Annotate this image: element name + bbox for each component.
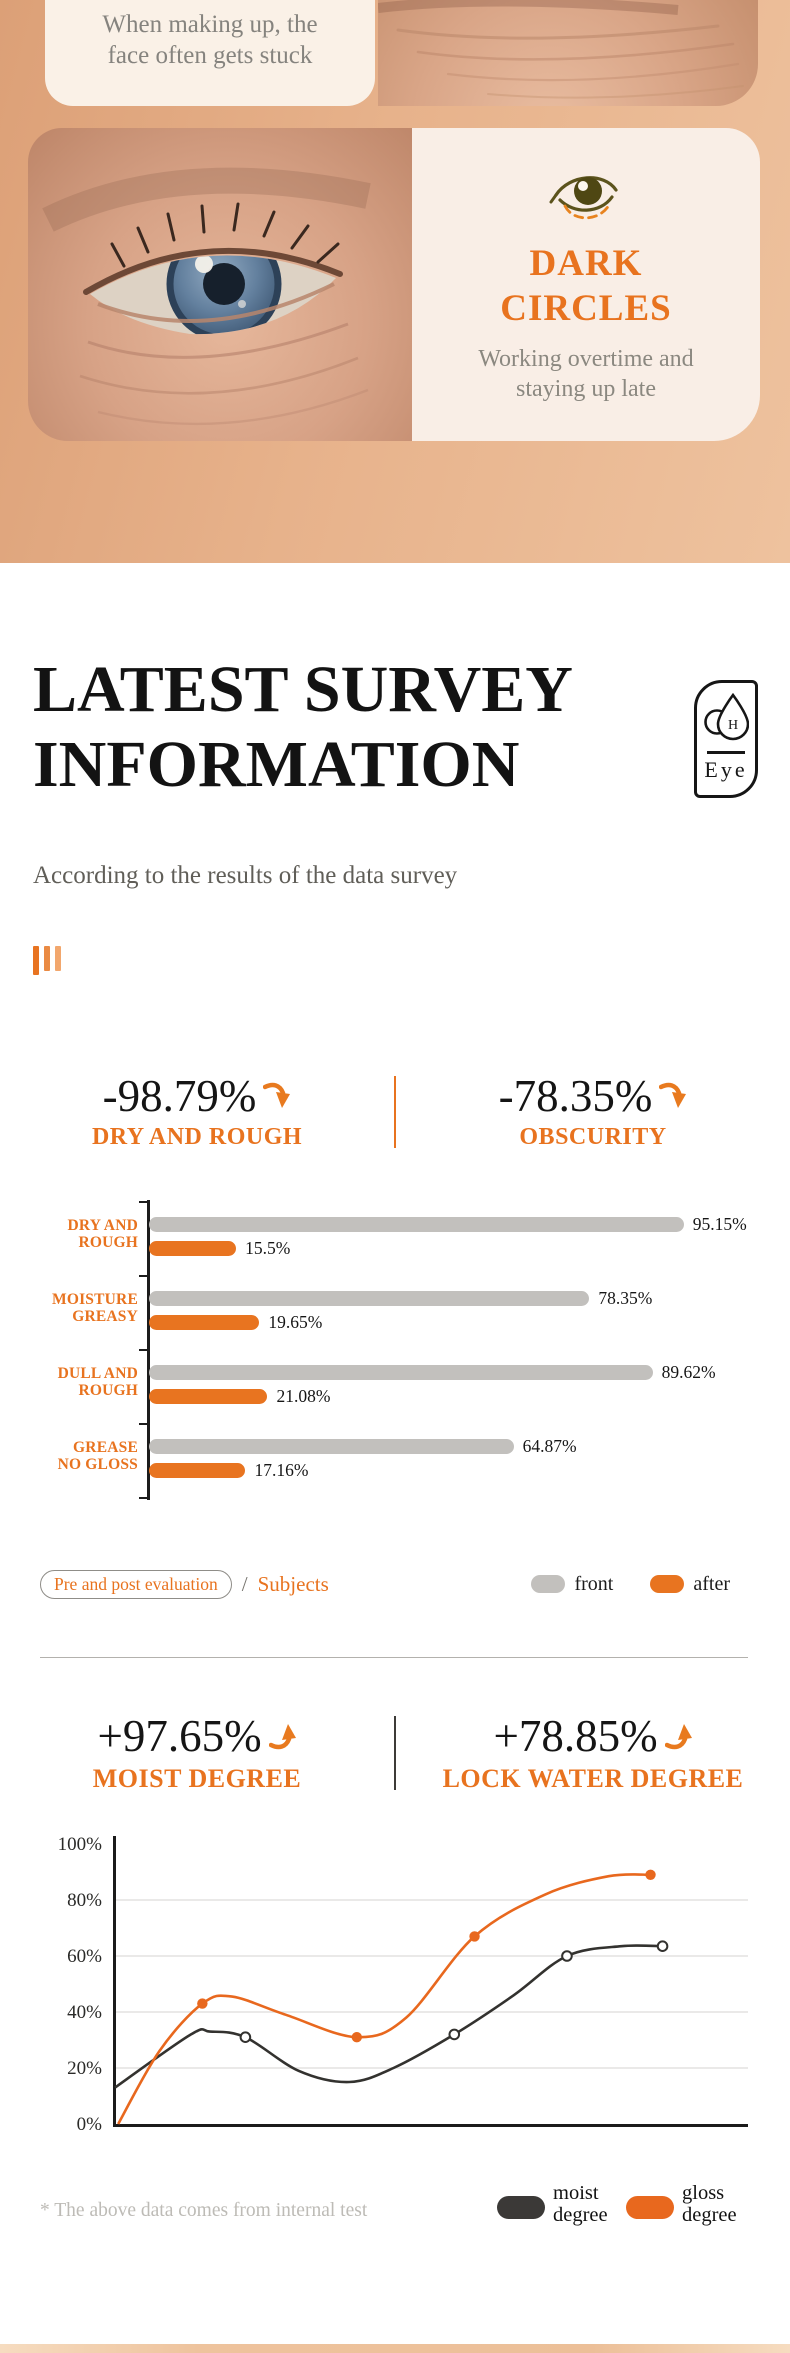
- bar-value: 89.62%: [661, 1362, 716, 1382]
- svg-text:20%: 20%: [67, 2058, 102, 2079]
- stat-value: +78.85%: [493, 1711, 658, 1761]
- dark-circles-subtitle-line1: Working overtime and: [478, 346, 694, 372]
- bar-front: [149, 1365, 653, 1380]
- tick-bar-2: [44, 946, 50, 971]
- section-heading-line2: INFORMATION: [33, 728, 520, 801]
- bar-after: [149, 1315, 259, 1330]
- moist-word2: degree: [553, 2203, 608, 2226]
- axis-tick: [139, 1497, 148, 1499]
- increase-stats-row: [0, 1712, 790, 1794]
- svg-text:H: H: [727, 718, 739, 733]
- line-chart-svg: [0, 1828, 790, 2153]
- tick-bar-1: [33, 946, 39, 975]
- bar-value: 78.35%: [598, 1288, 653, 1308]
- evaluation-pill: Pre and post evaluation: [40, 1570, 232, 1599]
- svg-text:0%: 0%: [76, 2114, 102, 2135]
- after-label: after: [693, 1572, 730, 1595]
- badge-label: Eye: [704, 756, 748, 782]
- bar-category-label: DULL AND ROUGH: [57, 1365, 138, 1399]
- svg-text:40%: 40%: [67, 2002, 102, 2023]
- stat-lock-water-degree: [396, 1712, 790, 1794]
- bar-after: [149, 1389, 267, 1404]
- dark-circles-subtitle: [412, 344, 760, 404]
- skin-wrinkle-photo: [378, 0, 758, 106]
- section-divider: [40, 1657, 748, 1658]
- arrow-down-icon: [659, 1081, 687, 1111]
- arrow-up-icon: [269, 1721, 297, 1751]
- stat-label: LOCK WATER DEGREE: [442, 1764, 744, 1793]
- bar-group: [0, 1214, 790, 1261]
- hero-caption-box: [45, 0, 375, 106]
- gloss-legend-label: [682, 2183, 737, 2226]
- moist-swatch: [497, 2196, 545, 2219]
- bar-value: 95.15%: [692, 1214, 747, 1234]
- bar-category-label: GREASE NO GLOSS: [57, 1439, 138, 1473]
- axis-tick: [139, 1349, 148, 1351]
- bar-category-label: DRY AND ROUGH: [67, 1217, 138, 1251]
- line-chart: [0, 1828, 790, 2153]
- gloss-swatch: [626, 2196, 674, 2219]
- stat-label: OBSCURITY: [519, 1124, 667, 1150]
- bar-after: [149, 1241, 236, 1256]
- bar-category-label: MOISTURE GREASY: [51, 1291, 138, 1325]
- bar-value: 19.65%: [268, 1312, 323, 1332]
- dark-circles-title-line2: CIRCLES: [500, 288, 672, 329]
- eye-badge: [694, 680, 758, 798]
- bar-value: 17.16%: [254, 1460, 309, 1480]
- badge-divider: [707, 751, 745, 754]
- bar-after: [149, 1463, 245, 1478]
- subjects-label: Subjects: [257, 1571, 329, 1596]
- decrease-stats-row: [0, 1072, 790, 1151]
- stat-moist-degree: [0, 1712, 394, 1794]
- svg-text:60%: 60%: [67, 1946, 102, 1967]
- dark-circles-title-line1: DARK: [529, 243, 643, 284]
- bar-value: 15.5%: [245, 1238, 291, 1258]
- tick-bar-3: [55, 946, 61, 971]
- stat-dry-and-rough: [0, 1072, 394, 1151]
- stat-value: -78.35%: [498, 1071, 653, 1121]
- eye-dark-circle-icon: [412, 164, 760, 231]
- eye-closeup-art: [28, 128, 412, 441]
- orange-ticks-decoration: [33, 946, 61, 976]
- axis-tick: [139, 1275, 148, 1277]
- hero-caption-line1: When making up, the: [102, 11, 318, 38]
- bar-legend-swatches: [531, 1573, 730, 1596]
- section-heading-line1: LATEST SURVEY: [33, 653, 573, 726]
- bar-front: [149, 1439, 514, 1454]
- bar-group: [0, 1436, 790, 1483]
- axis-tick: [139, 1201, 148, 1203]
- gloss-word1: gloss: [682, 2182, 725, 2204]
- dark-circles-title: [412, 241, 760, 331]
- dark-circles-subtitle-line2: staying up late: [516, 376, 656, 402]
- front-label: front: [574, 1572, 614, 1595]
- eye-closeup-photo: [28, 128, 412, 441]
- water-drop-icon: [703, 691, 749, 741]
- bar-chart-legend: [0, 1566, 790, 1602]
- hero-caption-line2: face often gets stuck: [107, 42, 313, 69]
- dark-circles-panel: [412, 128, 760, 441]
- section-subtitle: According to the results of the data survey: [33, 862, 458, 889]
- bar-front: [149, 1291, 589, 1306]
- axis-tick: [139, 1423, 148, 1425]
- svg-text:80%: 80%: [67, 1890, 102, 1911]
- bar-chart: [0, 1196, 790, 1521]
- arrow-up-icon: [665, 1721, 693, 1751]
- bar-front: [149, 1217, 684, 1232]
- next-section-band: [0, 2344, 790, 2353]
- stat-obscurity: [396, 1072, 790, 1151]
- stat-value: +97.65%: [97, 1711, 262, 1761]
- skin-wrinkle-art: [378, 0, 758, 106]
- front-swatch: [531, 1575, 565, 1593]
- moist-legend-label: [553, 2183, 608, 2226]
- hero-section: [0, 0, 790, 563]
- stat-label: DRY AND ROUGH: [91, 1124, 303, 1150]
- bar-group: [0, 1362, 790, 1409]
- moist-word1: moist: [553, 2182, 599, 2204]
- bar-value: 64.87%: [522, 1436, 577, 1456]
- stat-label: MOIST DEGREE: [92, 1764, 302, 1793]
- footnote: * The above data comes from internal test: [40, 2200, 368, 2221]
- stat-value: -98.79%: [102, 1071, 257, 1121]
- section-heading: [33, 652, 573, 802]
- gloss-word2: degree: [682, 2203, 737, 2226]
- arrow-down-icon: [263, 1081, 291, 1111]
- bar-value: 21.08%: [276, 1386, 331, 1406]
- svg-text:100%: 100%: [57, 1834, 102, 1855]
- after-swatch: [650, 1575, 684, 1593]
- bar-group: [0, 1288, 790, 1335]
- legend-separator: /: [241, 1571, 248, 1596]
